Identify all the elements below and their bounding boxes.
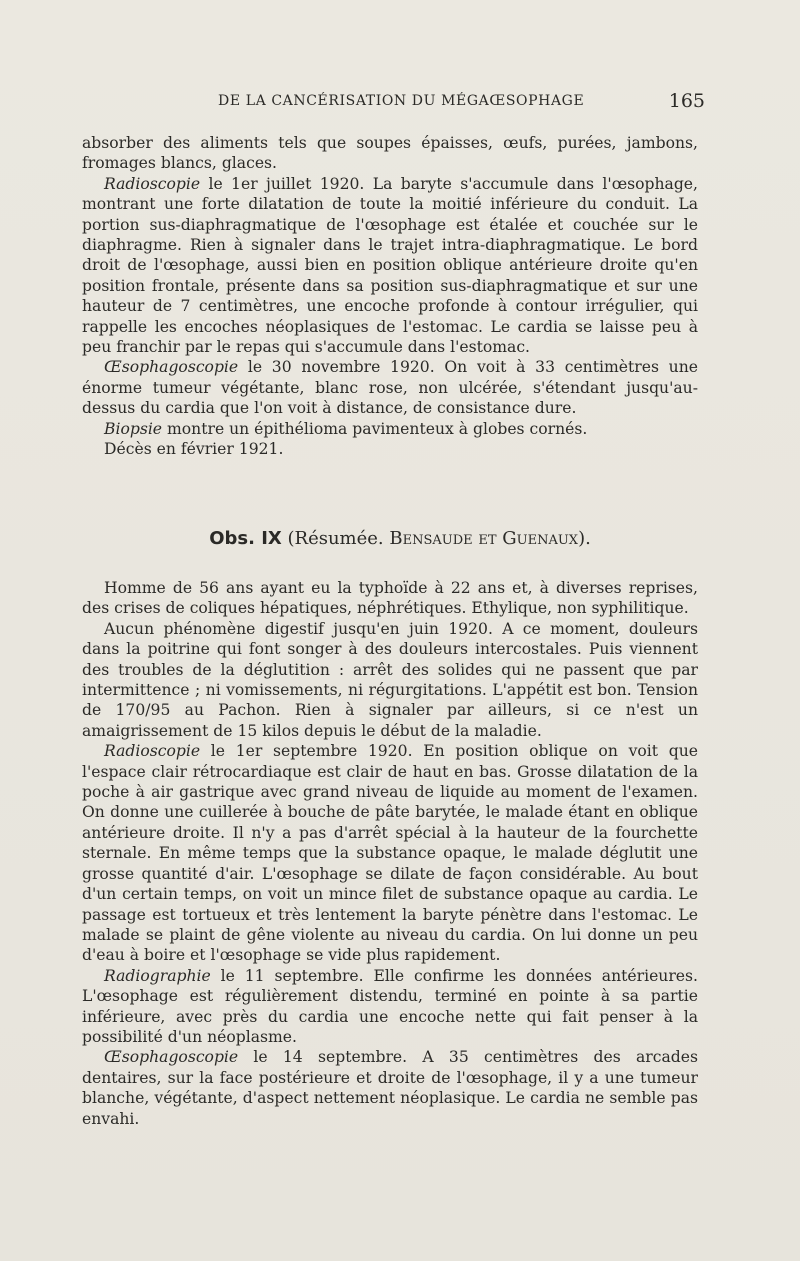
italic-lead: Œsophagoscopie (104, 1048, 239, 1067)
running-head (218, 90, 705, 112)
observation-authors: Bensaude et Guenaux (389, 528, 579, 549)
paragraph (82, 174, 698, 358)
continuation-text (82, 133, 698, 460)
paragraph-text: le 11 septembre. Elle confirme les données antérieures. L'œsophage est régulièrement distendu, terminé en pointe à sa partie inférieure, avec près du cardia une encoche nette qui fait penser à la possibilité d'un néoplasme. (82, 966, 698, 1046)
running-title: DE LA CANCÉRISATION DU MÉGAŒSOPHAGE (218, 93, 585, 109)
observation-close: ). (578, 528, 591, 549)
observation-open: (Résumée. (281, 528, 390, 549)
paragraph: Décès en février 1921. (104, 440, 284, 459)
paragraph: absorber des aliments tels que soupes épaisses, œufs, purées, jambons, fromages blancs, glaces. (82, 134, 698, 173)
paragraph (82, 419, 698, 439)
paragraph (82, 966, 698, 1048)
paragraph (82, 741, 698, 965)
case-text (82, 578, 698, 1129)
paragraph: Homme de 56 ans ayant eu la typhoïde à 22 ans et, à diverses reprises, des crises de coliques hépatiques, néphrétiques. Ethylique, non syphilitique. (82, 579, 698, 618)
observation-label: Obs. IX (209, 528, 282, 549)
italic-lead: Biopsie (104, 419, 163, 438)
paragraph-text: montre un épithélioma pavimenteux à globes cornés. (162, 419, 588, 438)
paragraph (82, 1047, 698, 1129)
paragraph-text: le 1er septembre 1920. En position oblique on voit que l'espace clair rétrocardiaque est clair de haut en bas. Grosse dilatation de la poche à air gastrique avec grand niveau de liquide au moment de l'examen. On donne une cuillerée à bouche de pâte barytée, le malade étant en oblique antérieure droite. Il n'y a pas d'arrêt spécial à la hauteur de la fourchette sternale. En même temps que la substance opaque, le malade déglutit une grosse quantité d'air. L'œsophage se dilate de façon considérable. Au bout d'un certain temps, on voit un mince filet de substance opaque au cardia. Le passage est tortueux et très lentement la baryte pénètre dans l'estomac. Le malade se plaint de gêne violente au niveau du cardia. On lui donne un peu d'eau à boire et l'œsophage se vide plus rapidement. (82, 742, 698, 965)
observation-heading (0, 528, 800, 549)
italic-lead: Radioscopie (104, 174, 201, 193)
page-number: 165 (668, 90, 705, 112)
paragraph-text: le 1er juillet 1920. La baryte s'accumule dans l'œsophage, montrant une forte dilatation de toute la moitié inférieure du conduit. La portion sus-diaphragmatique de l'œsophage est étalée et couchée sur le diaphragme. Rien à signaler dans le trajet intra-diaphragmatique. Le bord droit de l'œsophage, aussi bien en position oblique antérieure droite qu'en position frontale, présente dans sa position sus-diaphragmatique et sur une hauteur de 7 centimètres, une encoche profonde à contour irrégulier, qui rappelle les encoches néoplasiques de l'estomac. Le cardia se laisse peu à peu franchir par le repas qui s'accumule dans l'estomac. (82, 174, 698, 357)
paragraph-text: le 14 septembre. A 35 centimètres des arcades dentaires, sur la face postérieure et droite de l'œsophage, il y a une tumeur blanche, végétante, d'aspect nettement néoplasique. Le cardia ne semble pas envahi. (82, 1048, 698, 1128)
paragraph: Aucun phénomène digestif jusqu'en juin 1920. A ce moment, douleurs dans la poitrine qui font songer à des douleurs intercostales. Puis viennent des troubles de la déglutition : arrêt des solides qui ne passent que par intermittence ; ni vomissements, ni régurgitations. L'appétit est bon. Tension de 170/95 au Pachon. Rien à signaler par ailleurs, si ce n'est un amaigrissement de 15 kilos depuis le début de la maladie. (82, 619, 698, 740)
paragraph-text: le 30 novembre 1920. On voit à 33 centimètres une énorme tumeur végétante, blanc rose, non ulcérée, s'étendant jusqu'au-dessus du cardia que l'on voit à distance, de consistance dure. (82, 358, 698, 418)
italic-lead: Radioscopie (104, 742, 201, 761)
paragraph (82, 357, 698, 418)
italic-lead: Radiographie (104, 966, 211, 985)
italic-lead: Œsophagoscopie (104, 358, 239, 377)
